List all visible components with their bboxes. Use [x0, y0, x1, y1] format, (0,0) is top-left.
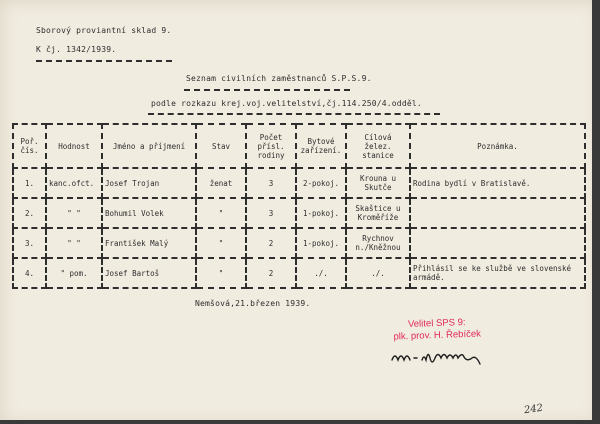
table-cell: " ": [46, 228, 102, 258]
scan-edge-bottom: [0, 420, 600, 424]
table-cell: 3: [246, 198, 296, 228]
reference-number: K čj. 1342/1939.: [36, 45, 117, 54]
table-cell: Bohumil Volek: [102, 198, 196, 228]
table-cell: " pom.: [46, 258, 102, 288]
header-cell: Stav: [196, 124, 246, 168]
table-cell: Rychnov n./Kněžnou: [346, 228, 410, 258]
header-cell: Cílová želez. stanice: [346, 124, 410, 168]
page-number: 242: [523, 402, 544, 417]
reference-underline: [36, 60, 172, 62]
header-cell: Jméno a příjmení: [102, 124, 196, 168]
commander-stamp: [377, 316, 498, 344]
document-title: Seznam civilních zaměstnanců S.P.S.9.: [186, 74, 372, 83]
table-cell: [410, 228, 585, 258]
header-cell: Bytové zařízení.: [296, 124, 346, 168]
table-cell: 1-pokoj.: [296, 228, 346, 258]
table-cell: ": [196, 258, 246, 288]
table-cell: 4.: [13, 258, 46, 288]
stamp-title: Velitel SPS 9:: [407, 317, 466, 331]
document-subtitle: podle rozkazu krej.voj.velitelství,čj.114.250/4.odděl.: [151, 99, 422, 108]
table-cell: 1-pokoj.: [296, 198, 346, 228]
table-cell: ": [196, 198, 246, 228]
header-cell: Poř. čís.: [13, 124, 46, 168]
table-cell: 2: [246, 258, 296, 288]
table-cell: 2: [246, 228, 296, 258]
title-underline: [184, 89, 350, 91]
table-cell: 2.: [13, 198, 46, 228]
table-cell: Rodina bydlí v Bratislavě.: [410, 168, 585, 198]
table-cell: 3: [246, 168, 296, 198]
employee-table: [12, 123, 586, 289]
office-name: Sborový proviantní sklad 9.: [36, 26, 172, 35]
table-cell: ./.: [296, 258, 346, 288]
table-row: [13, 198, 585, 228]
header-cell: Počet přísl. rodiny: [246, 124, 296, 168]
table-cell: ./.: [346, 258, 410, 288]
table-cell: Josef Bartoš: [102, 258, 196, 288]
table-cell: [410, 198, 585, 228]
table-cell: František Malý: [102, 228, 196, 258]
scan-edge-right: [592, 0, 600, 424]
handwritten-signature: [388, 344, 498, 372]
header-cell: Hodnost: [46, 124, 102, 168]
table-cell: Přihlásil se ke službě ve slovenské armádě.: [410, 258, 585, 288]
table-cell: ženat: [196, 168, 246, 198]
subtitle-underline: [148, 113, 440, 115]
table-cell: 1.: [13, 168, 46, 198]
table-row: [13, 168, 585, 198]
table-cell: kanc.ofct.: [46, 168, 102, 198]
place-and-date: Nemšová,21.březen 1939.: [195, 299, 311, 308]
table-cell: ": [196, 228, 246, 258]
stamp-name: plk. prov. H. Řebíček: [393, 328, 482, 343]
table-cell: Josef Trojan: [102, 168, 196, 198]
table-header-row: [13, 124, 585, 168]
table-cell: Skaštice u Kroměříže: [346, 198, 410, 228]
table-cell: " ": [46, 198, 102, 228]
table-row: [13, 258, 585, 288]
table-cell: Krouna u Skutče: [346, 168, 410, 198]
table-row: [13, 228, 585, 258]
table-cell: 3.: [13, 228, 46, 258]
header-cell: Poznámka.: [410, 124, 585, 168]
table-cell: 2-pokoj.: [296, 168, 346, 198]
